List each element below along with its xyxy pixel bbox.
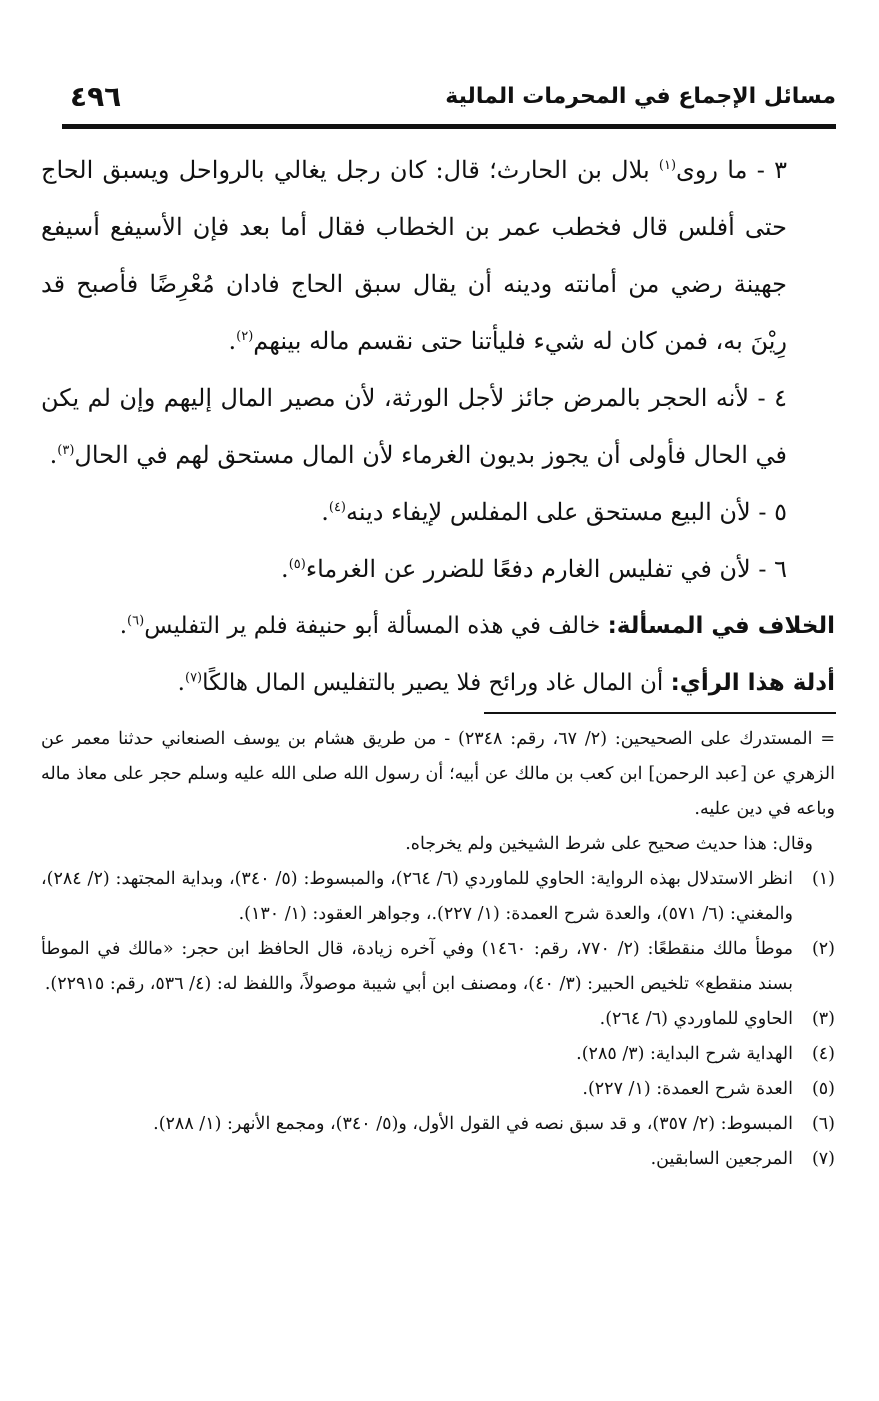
- punctuation: .: [119, 613, 128, 639]
- footnote-2: [41, 932, 835, 1002]
- footnote-text: المبسوط: (٢/ ٣٥٧)، و قد سبق نصه في القول الأول، و(٥/ ٣٤٠)، ومجمع الأنهر: (١/ ٢٨٨).: [153, 1114, 793, 1134]
- footnote-ref[interactable]: (٤): [328, 500, 346, 515]
- running-title: مسائل الإجماع في المحرمات المالية: [445, 84, 836, 109]
- footnote-ref[interactable]: (٦): [127, 613, 145, 629]
- footnote-1: [41, 862, 835, 932]
- footnote-ref[interactable]: (٢): [236, 329, 254, 344]
- footnote-ref[interactable]: (٧): [184, 670, 203, 686]
- footnote-text: العدة شرح العمدة: (١/ ٢٢٧).: [582, 1079, 793, 1099]
- section-lead-evidence: أدلة هذا الرأي:: [670, 670, 835, 696]
- footnote-ref[interactable]: (٥): [288, 557, 306, 572]
- footnotes: [41, 722, 835, 1177]
- footnote-text: انظر الاستدلال بهذه الرواية: الحاوي للماوردي (٦/ ٢٦٤)، والمبسوط: (٥/ ٣٤٠)، وبداية المجتهد: (٢/ ٢٨٤)، والمغني: (٦/ ٥٧١)، والعدة شرح العمدة: (١/ ٢٢٧).، وجواهر العقود: (١/ ١٣٠).: [41, 869, 793, 924]
- footnote-number: (٧): [811, 1149, 835, 1169]
- paragraph-4: [41, 370, 835, 484]
- disagreement-paragraph: [41, 598, 835, 655]
- footnote-3: [41, 1002, 835, 1037]
- footnote-number: (٣): [811, 1009, 835, 1029]
- footnote-6: [41, 1107, 835, 1142]
- footnote-ref[interactable]: (٣): [57, 443, 75, 458]
- punctuation: .: [321, 498, 329, 526]
- paragraph-text: ٥ - لأن البيع مستحق على المفلس لإيفاء دينه: [346, 498, 787, 526]
- paragraph-text: أن المال غاد ورائح فلا يصير بالتفليس المال هالكًا: [202, 670, 671, 696]
- paragraph-3: [41, 142, 835, 370]
- paragraph-5: [41, 484, 835, 541]
- paragraph-text: ٤ - لأنه الحجر بالمرض جائز لأجل الورثة، لأن مصير المال إليهم وإن لم يكن في الحال فأولى أن يجوز بديون الغرماء لأن المال مستحق لهم في الحال: [41, 384, 787, 469]
- footnote-text: المرجعين السابقين.: [650, 1149, 793, 1169]
- header-rule: [62, 124, 836, 129]
- main-text: [41, 142, 835, 712]
- footnote-7: [41, 1142, 835, 1177]
- footnote-separator: [484, 712, 836, 714]
- page-number: ٤٩٦: [70, 80, 122, 113]
- footnote-number: (٢): [811, 939, 835, 959]
- evidence-paragraph: [41, 655, 835, 712]
- paragraph-6: [41, 541, 835, 598]
- page-header: [62, 78, 836, 122]
- paragraph-text: ٦ - لأن في تفليس الغارم دفعًا للضرر عن الغرماء: [305, 555, 787, 583]
- paragraph-text: خالف في هذه المسألة أبو حنيفة فلم ير التفليس: [144, 613, 608, 639]
- footnote-number: (٤): [811, 1044, 835, 1064]
- punctuation: .: [281, 555, 289, 583]
- footnote-continuation-2: وقال: هذا حديث صحيح على شرط الشيخين ولم يخرجاه.: [405, 834, 813, 854]
- footnote-number: (٥): [811, 1079, 835, 1099]
- footnote-text: الحاوي للماوردي (٦/ ٢٦٤).: [599, 1009, 793, 1029]
- paragraph-text: ٣ - ما روى: [676, 156, 787, 184]
- punctuation: .: [228, 327, 237, 355]
- footnote-continuation: = المستدرك على الصحيحين: (٢/ ٦٧، رقم: ٢٣٤٨) - من طريق هشام بن يوسف الصنعاني حدثنا معمر عن الزهري عن [عبد الرحمن] ابن كعب بن مالك عن أبيه؛ أن رسول الله صلى الله عليه وسلم حجر على معاذ ماله وباعه في دين عليه.: [41, 729, 835, 819]
- footnote-5: [41, 1072, 835, 1107]
- punctuation: .: [177, 670, 185, 696]
- footnote-number: (٦): [811, 1114, 835, 1134]
- footnote-ref[interactable]: (١): [658, 158, 677, 173]
- footnote-4: [41, 1037, 835, 1072]
- punctuation: .: [49, 441, 58, 469]
- section-lead-disagreement: الخلاف في المسألة:: [607, 613, 835, 639]
- footnote-text: الهداية شرح البداية: (٣/ ٢٨٥).: [576, 1044, 793, 1064]
- footnote-text: موطأ مالك منقطعًا: (٢/ ٧٧٠، رقم: ١٤٦٠) وفي آخره زيادة، قال الحافظ ابن حجر: «مالك في الموطأ بسند منقطع» تلخيص الحبير: (٣/ ٤٠)، ومصنف ابن أبي شيبة موصولاً، واللفظ له: (٤/ ٥٣٦، رقم: ٢٢٩١٥).: [41, 939, 793, 994]
- paragraph-text: بلال بن الحارث؛ قال: كان رجل يغالي بالرواحل ويسبق الحاج حتى أفلس قال فخطب عمر بن الخطاب فقال أما بعد فإن الأسيفع أسيفع جهينة رضي من أمانته ودينه أن يقال سبق الحاج فادان مُعْرِضًا فأصبح قد رِيْنَ به، فمن كان له شيء فليأتنا حتى نقسم ماله بينهم: [41, 156, 787, 355]
- footnote-number: (١): [811, 869, 835, 889]
